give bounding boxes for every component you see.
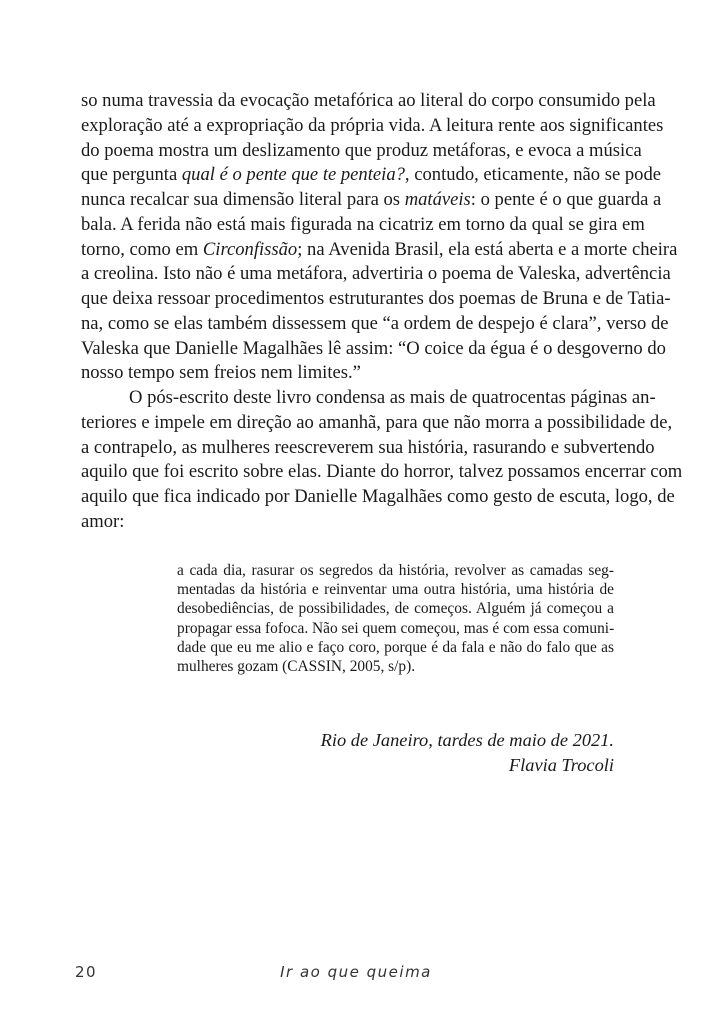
paragraph-line: amor: [81,511,125,532]
signature-author: Flavia Trocoli [508,755,614,775]
paragraph-line: aquilo que foi escrito sobre elas. Diante do horror, talvez possamos encerrar com [81,461,683,482]
paragraph-line: exploração até a expropriação da própria vida. A leitura rente aos significantes [81,115,664,136]
text-run: , contudo, eticamente, não se pode [404,164,662,185]
paragraph-line: teriores e impele em direção ao amanhã, para que não morra a possibilidade de, [81,412,673,433]
italic-book-title: Circonfissão [202,239,298,260]
paragraph-first-line: O pós-escrito deste livro condensa as mais de quatrocentas páginas an- [129,387,656,408]
italic-citation: qual é o pente que te penteia? [181,164,405,185]
page-number: 20 [75,963,98,981]
paragraph-line: Valeska que Danielle Magalhães lê assim: “O coice da égua é o desgoverno do [81,338,666,359]
quote-line: propagar essa fofoca. Não sei quem começou, mas é com essa comuni- [177,620,615,637]
paragraph-line [81,237,678,262]
paragraph-line: a contrapelo, as mulheres reescreverem sua história, rasurando e subvertendo [81,437,655,458]
quote-line: a cada dia, rasurar os segredos da história, revolver as camadas seg- [177,562,614,579]
text-run: nunca recalcar sua dimensão literal para os [81,189,405,210]
signature-place-date: Rio de Janeiro, tardes de maio de 2021. [320,730,614,750]
text-run: torno, como em [81,239,203,260]
quote-line: mentadas da história e reinventar uma outra história, uma história de [177,581,614,598]
paragraph-line: aquilo que fica indicado por Danielle Magalhães como gesto de escuta, logo, de [81,486,675,507]
running-title: Ir ao que queima [280,963,432,981]
paragraph-line: a creolina. Isto não é uma metáfora, advertiria o poema de Valeska, advertência [81,263,671,284]
paragraph-line: do poema mostra um deslizamento que produz metáforas, e evoca a música [81,140,642,161]
paragraph-line: na, como se elas também dissessem que “a ordem de despejo é clara”, verso de [81,313,669,334]
paragraph-line: bala. A ferida não está mais figurada na cicatriz em torno da qual se gira em [81,214,645,235]
italic-term: matáveis [404,189,471,210]
paragraph-line: que deixa ressoar procedimentos estruturantes dos poemas de Bruna e de Tatia- [81,288,671,309]
quote-line: desobediências, de possibilidades, de começos. Alguém já começou a [177,600,614,617]
paragraph-line [81,187,662,212]
paragraph-line: nosso tempo sem freios nem limites.” [81,362,361,383]
paragraph-line [81,162,662,187]
paragraph-line: so numa travessia da evocação metafórica ao literal do corpo consumido pela [81,90,656,111]
text-run: : o pente é o que guarda a [470,189,662,210]
quote-line: mulheres gozam (CASSIN, 2005, s/p). [177,658,416,675]
text-run: que pergunta [81,164,182,185]
text-run: ; na Avenida Brasil, ela está aberta e a morte cheira [297,239,678,260]
quote-line: dade que eu me alio e faço coro, porque é da fala e não do falo que as [177,639,614,656]
